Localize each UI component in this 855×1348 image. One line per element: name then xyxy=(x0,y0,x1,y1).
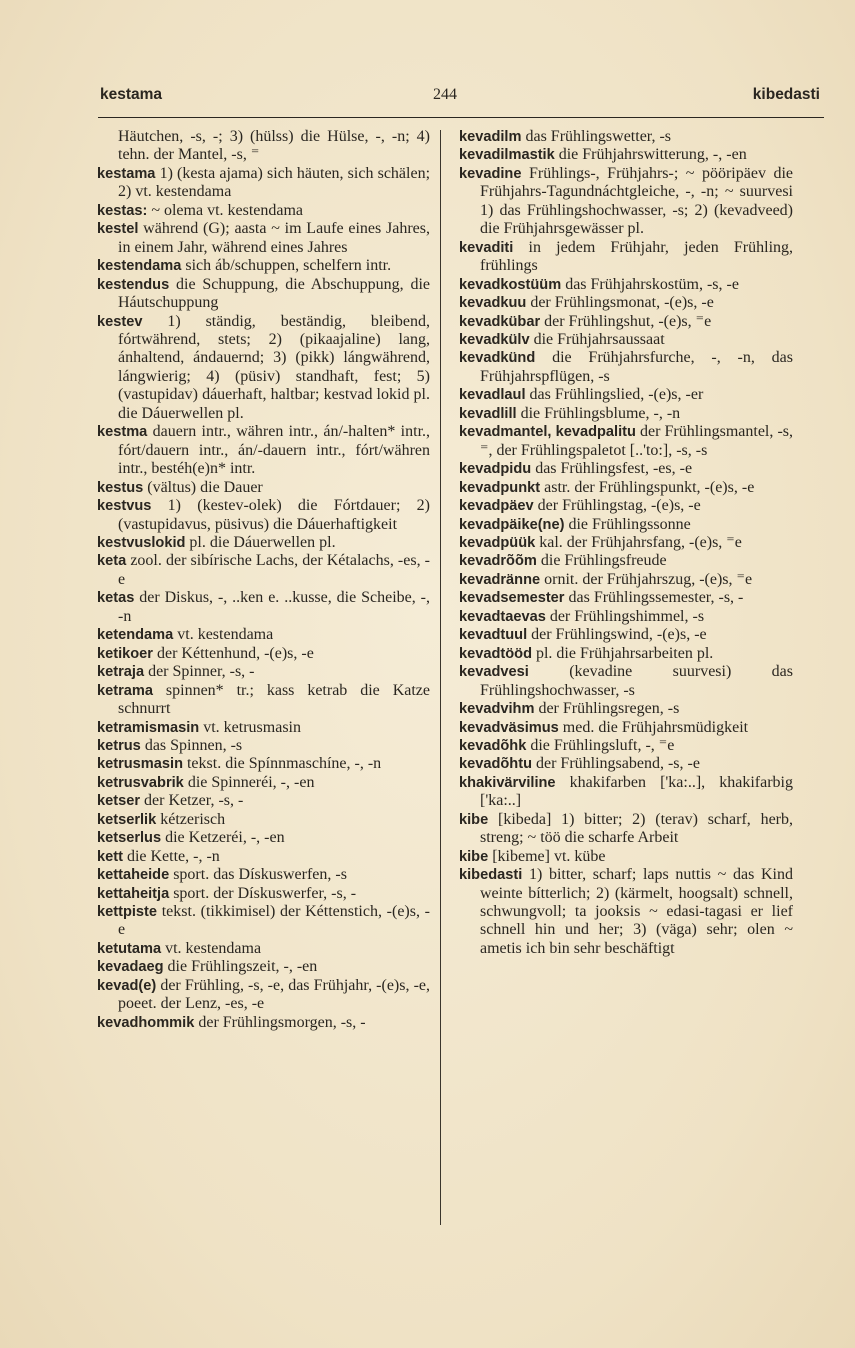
dictionary-entry xyxy=(97,977,430,1014)
entry-headword: ketrusvabrik xyxy=(97,774,184,791)
entry-definition: der Frühlingsmonat, -(e)s, -e xyxy=(530,294,714,312)
entry-definition: astr. der Frühlingspunkt, -(e)s, -e xyxy=(544,478,755,496)
dictionary-entry xyxy=(459,516,793,534)
entry-headword: ketrus xyxy=(97,737,141,754)
dictionary-entry xyxy=(97,479,430,497)
dictionary-entry xyxy=(459,239,793,276)
dictionary-entry xyxy=(459,460,793,478)
entry-definition: der Ketzer, -s, - xyxy=(144,792,244,810)
entry-definition: die Frühlingsfreude xyxy=(540,552,667,570)
dictionary-entry xyxy=(97,848,430,866)
entry-definition: med. die Frühjahrsmüdigkeit xyxy=(562,718,749,736)
dictionary-entry xyxy=(97,866,430,884)
dictionary-entry xyxy=(459,700,793,718)
dictionary-entry xyxy=(459,479,793,497)
dictionary-entry xyxy=(459,386,793,404)
entry-headword: kevadpäev xyxy=(459,498,534,515)
entry-definition: der Frühlingsregen, -s xyxy=(538,700,680,718)
dictionary-entry xyxy=(459,294,793,312)
dictionary-entry xyxy=(97,645,430,663)
dictionary-entry xyxy=(97,626,430,644)
dictionary-entry xyxy=(97,589,430,626)
entry-definition: der Frühlingstag, -(e)s, -e xyxy=(537,497,701,515)
entry-definition: der Spinner, -s, - xyxy=(148,663,255,681)
entry-definition: spinnen* tr.; kass ketrab die Katze schnurrt xyxy=(118,681,430,718)
dictionary-entry xyxy=(459,866,793,958)
entry-headword: ketserlus xyxy=(97,830,162,847)
entry-definition: ornit. der Frühjahrszug, -(e)s, ⁼e xyxy=(544,570,753,588)
entry-definition: die Kette, -, -n xyxy=(126,847,220,865)
dictionary-entry xyxy=(97,792,430,810)
dictionary-entry xyxy=(459,128,793,146)
entry-headword: kestendama xyxy=(97,258,182,275)
entry-headword: kevadpäike(ne) xyxy=(459,516,565,533)
dictionary-entry xyxy=(459,165,793,239)
entry-headword: kibe xyxy=(459,848,489,865)
entry-definition: das Spinnen, -s xyxy=(144,736,243,754)
dictionary-entry xyxy=(97,128,430,165)
dictionary-entry xyxy=(97,682,430,719)
entry-headword: kevadkülv xyxy=(459,331,530,348)
dictionary-entry xyxy=(97,737,430,755)
entry-headword: kibe xyxy=(459,811,489,828)
entry-headword: kestev xyxy=(97,313,143,330)
entry-headword: kevadõhk xyxy=(459,737,527,754)
entry-definition: der Kéttenhund, -(e)s, -e xyxy=(156,644,314,662)
entry-headword: kevadränne xyxy=(459,571,541,588)
entry-definition: der Frühling, -s, -e, das Frühjahr, -(e)s, -e, poeet. der Lenz, -es, -e xyxy=(118,976,431,1013)
entry-headword: kevadkuu xyxy=(459,295,527,312)
entry-definition: 1) (kesta ajama) sich häuten, sich schälen; 2) vt. kestendama xyxy=(118,164,431,201)
entry-definition: tekst. die Spínnmaschíne, -, -n xyxy=(186,755,382,773)
entry-definition: die Frühlingsluft, -, ⁼e xyxy=(530,736,675,754)
dictionary-entry xyxy=(97,774,430,792)
entry-headword: ketramismasin xyxy=(97,719,200,736)
entry-definition: die Frühjahrsfurche, -, -n, das Frühjahrspflügen, -s xyxy=(480,349,794,385)
dictionary-entry xyxy=(459,774,793,811)
dictionary-entry xyxy=(459,645,793,663)
entry-definition: der Frühlingshimmel, -s xyxy=(549,607,705,625)
entry-headword: kestvuslokid xyxy=(97,534,186,551)
dictionary-entry xyxy=(459,848,793,866)
dictionary-entry xyxy=(97,552,430,589)
entry-headword: kevaditi xyxy=(459,239,514,256)
entry-headword: ketendama xyxy=(97,627,174,644)
dictionary-entry xyxy=(97,313,430,424)
entry-definition: das Frühlingsfest, -es, -e xyxy=(535,460,693,478)
dictionary-entry xyxy=(97,719,430,737)
dictionary-entry xyxy=(459,589,793,607)
dictionary-entry xyxy=(97,811,430,829)
entry-headword: kevadvesi xyxy=(459,664,529,681)
entry-definition: der Diskus, -, ..ken e. ..kusse, die Scheibe, -, -n xyxy=(118,589,431,625)
entry-definition: [kibeme] vt. kübe xyxy=(492,847,606,865)
dictionary-entry xyxy=(97,165,430,202)
entry-definition: Häutchen, -s, -; 3) (hülss) die Hülse, -, -n; 4) tehn. der Mantel, -s, ⁼ xyxy=(118,128,430,164)
entry-definition: khakifarben ['ka:..], khakifarbig ['ka:..] xyxy=(480,773,794,810)
dictionary-entry xyxy=(459,755,793,773)
entry-headword: ketser xyxy=(97,793,141,810)
entry-definition: ~ olema vt. kestendama xyxy=(151,201,304,219)
dictionary-entry xyxy=(97,534,430,552)
entry-headword: kestel xyxy=(97,221,139,238)
entry-headword: kevadmantel, kevadpalitu xyxy=(459,424,636,441)
entry-definition: die Schuppung, die Abschuppung, die Háutschuppung xyxy=(118,275,431,312)
dictionary-entry xyxy=(97,257,430,275)
entry-headword: kestma xyxy=(97,424,148,441)
entry-headword: kevadtaevas xyxy=(459,608,546,625)
page-number: 244 xyxy=(433,86,457,103)
entry-headword: keta xyxy=(97,553,127,570)
column-divider xyxy=(440,130,441,1225)
entry-headword: kevadkübar xyxy=(459,313,541,330)
entry-headword: kettpiste xyxy=(97,904,158,921)
entry-headword: kevadsemester xyxy=(459,590,565,607)
entry-headword: kevadlill xyxy=(459,405,517,422)
entry-definition: dauern intr., währen intr., án/-halten* intr., fórt/dauern intr., án/-dauern intr., fórt/währen intr., bestéh(e)n* intr. xyxy=(118,423,431,478)
dictionary-entry xyxy=(459,313,793,331)
entry-headword: kestvus xyxy=(97,498,152,515)
dictionary-entry xyxy=(97,940,430,958)
entry-definition: der Frühlingsmorgen, -s, - xyxy=(198,1013,366,1031)
entry-definition: vt. kestendama xyxy=(165,939,262,957)
entry-headword: kestendus xyxy=(97,276,170,293)
entry-definition: Frühlings-, Frühjahrs-; ~ pööripäev die Frühjahrs-Tagundnáchtgleiche, -, -n; ~ suurvesi 1) das Frühlingshochwasser, -s; 2) (kevadveed) die Frühjahrsgewässer pl. xyxy=(480,164,793,238)
entry-definition: vt. ketrusmasin xyxy=(203,718,301,736)
entry-headword: kevadkostüüm xyxy=(459,276,562,293)
entry-definition: die Frühjahrswitterung, -, -en xyxy=(558,146,747,164)
entry-headword: kevadtööd xyxy=(459,645,532,662)
entry-definition: sport. das Dískuswerfen, -s xyxy=(173,866,347,884)
dictionary-entry xyxy=(97,903,430,940)
dictionary-entry xyxy=(97,755,430,773)
header-right-guide-word: kibedasti xyxy=(752,86,820,103)
entry-headword: kevadaeg xyxy=(97,959,164,976)
dictionary-entry xyxy=(459,331,793,349)
entry-definition: das Frühlingssemester, -s, - xyxy=(568,589,744,607)
entry-headword: kibedasti xyxy=(459,867,523,884)
entry-definition: die Ketzeréi, -, -en xyxy=(165,829,285,847)
entry-definition: vt. kestendama xyxy=(177,626,274,644)
dictionary-entry xyxy=(459,663,793,700)
entry-headword: kevadpidu xyxy=(459,461,532,478)
dictionary-entry xyxy=(459,811,793,848)
entry-definition: der Frühlingswind, -(e)s, -e xyxy=(531,626,707,644)
entry-definition: das Frühjahrskostüm, -s, -e xyxy=(565,275,739,293)
entry-definition: die Frühlingszeit, -, -en xyxy=(167,958,318,976)
entry-headword: kestas: xyxy=(97,202,148,219)
entry-definition: der Frühlingsabend, -s, -e xyxy=(535,755,700,773)
entry-headword: kettaheitja xyxy=(97,885,170,902)
entry-definition: der Frühlingshut, -(e)s, ⁼e xyxy=(544,312,712,330)
entry-headword: ketikoer xyxy=(97,645,153,662)
entry-definition: die Frühjahrsaussaat xyxy=(533,330,665,348)
entry-headword: kevadrõõm xyxy=(459,553,537,570)
dictionary-entry xyxy=(459,737,793,755)
right-column xyxy=(459,128,793,958)
dictionary-entry xyxy=(459,571,793,589)
entry-definition: das Frühlingslied, -(e)s, -er xyxy=(529,386,704,404)
entry-definition: die Frühlingssonne xyxy=(568,515,691,533)
entry-headword: ketrama xyxy=(97,682,153,699)
entry-headword: kestus xyxy=(97,479,144,496)
entry-definition: während (G); aasta ~ im Laufe eines Jahres, in einem Jahr, während eines Jahres xyxy=(118,220,431,256)
entry-headword: kevadkünd xyxy=(459,350,536,367)
entry-headword: kevadhommik xyxy=(97,1014,195,1031)
dictionary-entry xyxy=(97,202,430,220)
dictionary-entry xyxy=(459,146,793,164)
entry-definition: zool. der sibírische Lachs, der Kétalachs, -es, -e xyxy=(118,552,431,588)
dictionary-entry xyxy=(97,1014,430,1032)
entry-definition: [kibeda] 1) bitter; 2) (terav) scharf, herb, streng; ~ töö die scharfe Arbeit xyxy=(480,810,793,847)
entry-headword: khakivärviline xyxy=(459,774,556,791)
dictionary-entry xyxy=(459,626,793,644)
entry-definition: 1) ständig, beständig, bleibend, fórtwährend, stets; 2) (pikaajaline) lang, ánhaltend, ándauernd; 3) (pikk) lángwährend, lángwierig; 4) (püsiv) standhaft, fest; 5) (vastupidav) dáuerhaft, haltbar; kestvad lokid pl. die Dáuerwellen pl. xyxy=(118,312,431,422)
entry-headword: kevadlaul xyxy=(459,387,526,404)
entry-definition: der Frühlingsmantel, -s, ⁼, der Frühlingspaletot [..'to:], -s, -s xyxy=(480,423,793,459)
entry-definition: sich áb/schuppen, schelfern intr. xyxy=(185,257,392,275)
entry-definition: (kevadine suurvesi) das Frühlingshochwasser, -s xyxy=(480,663,794,699)
entry-headword: kett xyxy=(97,848,123,865)
entry-definition: kal. der Frühjahrsfang, -(e)s, ⁼e xyxy=(539,533,742,551)
header-rule xyxy=(98,117,824,118)
left-column xyxy=(97,128,430,1032)
entry-headword: kevadine xyxy=(459,165,522,182)
dictionary-entry xyxy=(97,276,430,313)
dictionary-entry xyxy=(459,552,793,570)
dictionary-entry xyxy=(97,663,430,681)
entry-headword: ketrusmasin xyxy=(97,756,183,773)
entry-definition: 1) (kestev-olek) die Fórtdauer; 2) (vastupidavus, püsivus) die Dáuerhaftigkeit xyxy=(118,497,430,533)
entry-definition: die Spinneréi, -, -en xyxy=(187,773,315,791)
dictionary-entry xyxy=(97,423,430,478)
entry-definition: pl. die Frühjahrsarbeiten pl. xyxy=(535,644,714,662)
entry-headword: kevadilmastik xyxy=(459,147,555,164)
entry-definition: die Frühlingsblume, -, -n xyxy=(520,404,681,422)
entry-definition: kétzerisch xyxy=(160,810,226,828)
entry-headword: kevadpunkt xyxy=(459,479,541,496)
dictionary-entry xyxy=(97,829,430,847)
entry-definition: das Frühlingswetter, -s xyxy=(525,128,672,145)
entry-headword: kestama xyxy=(97,165,156,182)
dictionary-entry xyxy=(459,534,793,552)
entry-headword: kevad(e) xyxy=(97,977,157,994)
dictionary-entry xyxy=(459,719,793,737)
entry-headword: kevadõhtu xyxy=(459,756,532,773)
dictionary-entry xyxy=(97,220,430,257)
dictionary-entry xyxy=(459,405,793,423)
entry-headword: kevadtuul xyxy=(459,627,528,644)
dictionary-entry xyxy=(459,276,793,294)
entry-definition: pl. die Dáuerwellen pl. xyxy=(189,533,336,551)
entry-headword: kevadväsimus xyxy=(459,719,559,736)
dictionary-entry xyxy=(459,423,793,460)
dictionary-entry xyxy=(459,349,793,386)
entry-definition: (vältus) die Dauer xyxy=(147,478,263,496)
dictionary-entry xyxy=(97,885,430,903)
entry-headword: kevadpüük xyxy=(459,534,536,551)
dictionary-entry xyxy=(459,608,793,626)
dictionary-entry xyxy=(459,497,793,515)
entry-headword: kettaheide xyxy=(97,867,170,884)
header-left-guide-word: kestama xyxy=(100,86,163,103)
entry-headword: ketraja xyxy=(97,664,145,681)
entry-headword: kevadvihm xyxy=(459,701,535,718)
dictionary-entry xyxy=(97,958,430,976)
entry-headword: ketutama xyxy=(97,940,162,957)
entry-headword: ketas xyxy=(97,590,135,607)
page-header xyxy=(100,86,820,112)
entry-definition: in jedem Frühjahr, jeden Frühling, frühlings xyxy=(480,238,794,275)
dictionary-entry xyxy=(97,497,430,534)
entry-definition: 1) bitter, scharf; laps nuttis ~ das Kind weinte bítterlich; 2) (kärmelt, hoogsalt) schnell, schwungvoll; ta jooksis ~ edasi-tagasi er lief schnell hin und her; 3) (väga) sehr; olen ~ ametis ich bin sehr beschäftigt xyxy=(480,866,794,957)
entry-headword: ketserlik xyxy=(97,811,157,828)
entry-definition: tekst. (tikkimisel) der Kéttenstich, -(e)s, -e xyxy=(118,903,431,939)
entry-definition: sport. der Dískuswerfer, -s, - xyxy=(173,884,357,902)
entry-headword: kevadilm xyxy=(459,129,522,145)
